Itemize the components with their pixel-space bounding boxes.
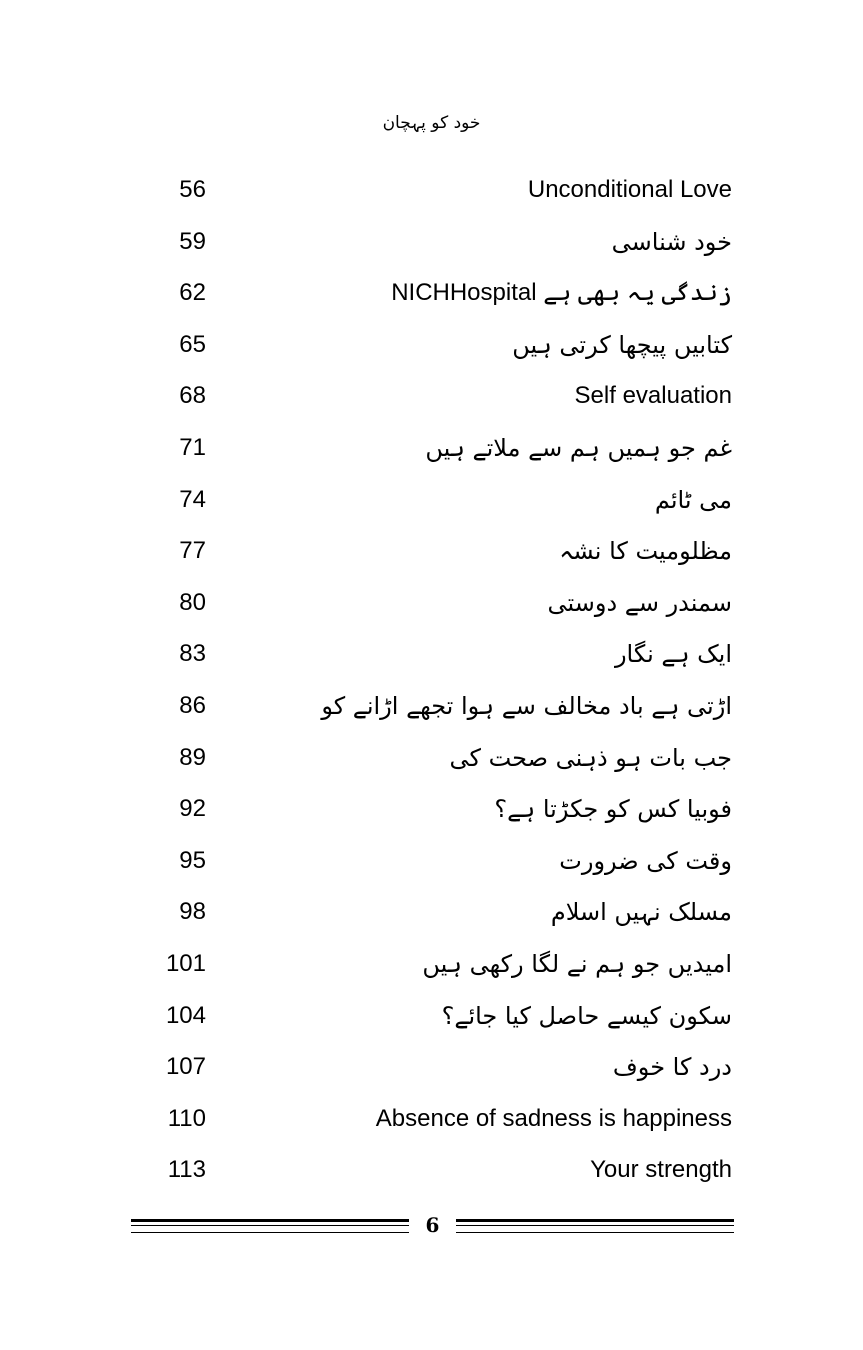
toc-entry [120, 738, 732, 778]
toc-entry [120, 686, 732, 726]
toc-page-number: 56 [179, 176, 206, 203]
toc-entry [120, 222, 732, 262]
toc-page-number: 101 [165, 950, 206, 977]
toc-title: اڑتی ہے باد مخالف سے ہوا تجھے اڑانے کو [321, 692, 732, 720]
running-header: خود کو پہچان [382, 113, 481, 133]
toc-page-number: 92 [179, 795, 206, 822]
toc-entry [120, 1150, 732, 1190]
toc-title: وقت کی ضرورت [559, 847, 732, 875]
toc-page-number: 71 [179, 434, 206, 461]
toc-page-number: 113 [167, 1156, 206, 1183]
toc-title: می ٹائم [654, 486, 732, 514]
toc-page-number: 74 [179, 486, 206, 513]
toc-title: فوبیا کس کو جکڑتا ہے؟ [494, 795, 732, 823]
toc-title: مسلک نہیں اسلام [550, 898, 732, 926]
toc-entry [120, 944, 732, 984]
toc-entry [120, 1047, 732, 1087]
toc-title: Self evaluation [574, 382, 732, 409]
footer-page-number: 6 [425, 1213, 440, 1237]
toc-entry [120, 428, 732, 468]
toc-page-number: 104 [165, 1002, 206, 1029]
footer-rule-right [456, 1219, 734, 1233]
toc-title: Your strength [590, 1156, 732, 1183]
toc-title: NICHHospital زندگی یہ بھی ہے [391, 279, 732, 306]
toc-title: Unconditional Love [527, 176, 732, 203]
toc-entry [120, 480, 732, 520]
toc-entry [120, 892, 732, 932]
toc-entry [120, 996, 732, 1036]
toc-title: ایک ہے نگار [614, 640, 732, 668]
toc-page-number: 77 [179, 537, 206, 564]
toc-entry [120, 170, 732, 210]
toc-entry [120, 273, 732, 313]
toc-page-number: 62 [179, 279, 206, 306]
toc-page-number: 80 [179, 589, 206, 616]
toc-entry [120, 1099, 732, 1139]
toc-page-number: 89 [179, 744, 206, 771]
toc-title: جب بات ہو ذہنی صحت کی [449, 744, 732, 772]
toc-page-number: 110 [167, 1105, 206, 1132]
toc-page-number: 86 [179, 692, 206, 719]
toc-title: غم جو ہمیں ہم سے ملاتے ہیں [425, 434, 732, 462]
toc-title: خود شناسی [611, 228, 732, 256]
toc-page-number: 83 [179, 640, 206, 667]
toc-title: Absence of sadness is happiness [375, 1105, 732, 1132]
toc-entry [120, 841, 732, 881]
toc-entry [120, 325, 732, 365]
toc-title: امیدیں جو ہم نے لگا رکھی ہیں [422, 950, 732, 978]
toc-page-number: 98 [179, 898, 206, 925]
toc-entry [120, 583, 732, 623]
page-footer [131, 1213, 734, 1237]
toc-title: مظلومیت کا نشہ [559, 537, 732, 565]
toc-title: سکون کیسے حاصل کیا جائے؟ [441, 1002, 732, 1030]
toc-entry [120, 634, 732, 674]
toc-page-number: 68 [179, 382, 206, 409]
toc-entry [120, 531, 732, 571]
toc-title: کتابیں پیچھا کرتی ہیں [512, 331, 732, 359]
toc-page-number: 107 [165, 1053, 206, 1080]
toc-page-number: 65 [179, 331, 206, 358]
toc-page-number: 95 [179, 847, 206, 874]
toc-title: درد کا خوف [612, 1053, 732, 1081]
toc-entry [120, 376, 732, 416]
toc-title: سمندر سے دوستی [547, 589, 732, 617]
toc-entry [120, 789, 732, 829]
toc-page-number: 59 [179, 228, 206, 255]
